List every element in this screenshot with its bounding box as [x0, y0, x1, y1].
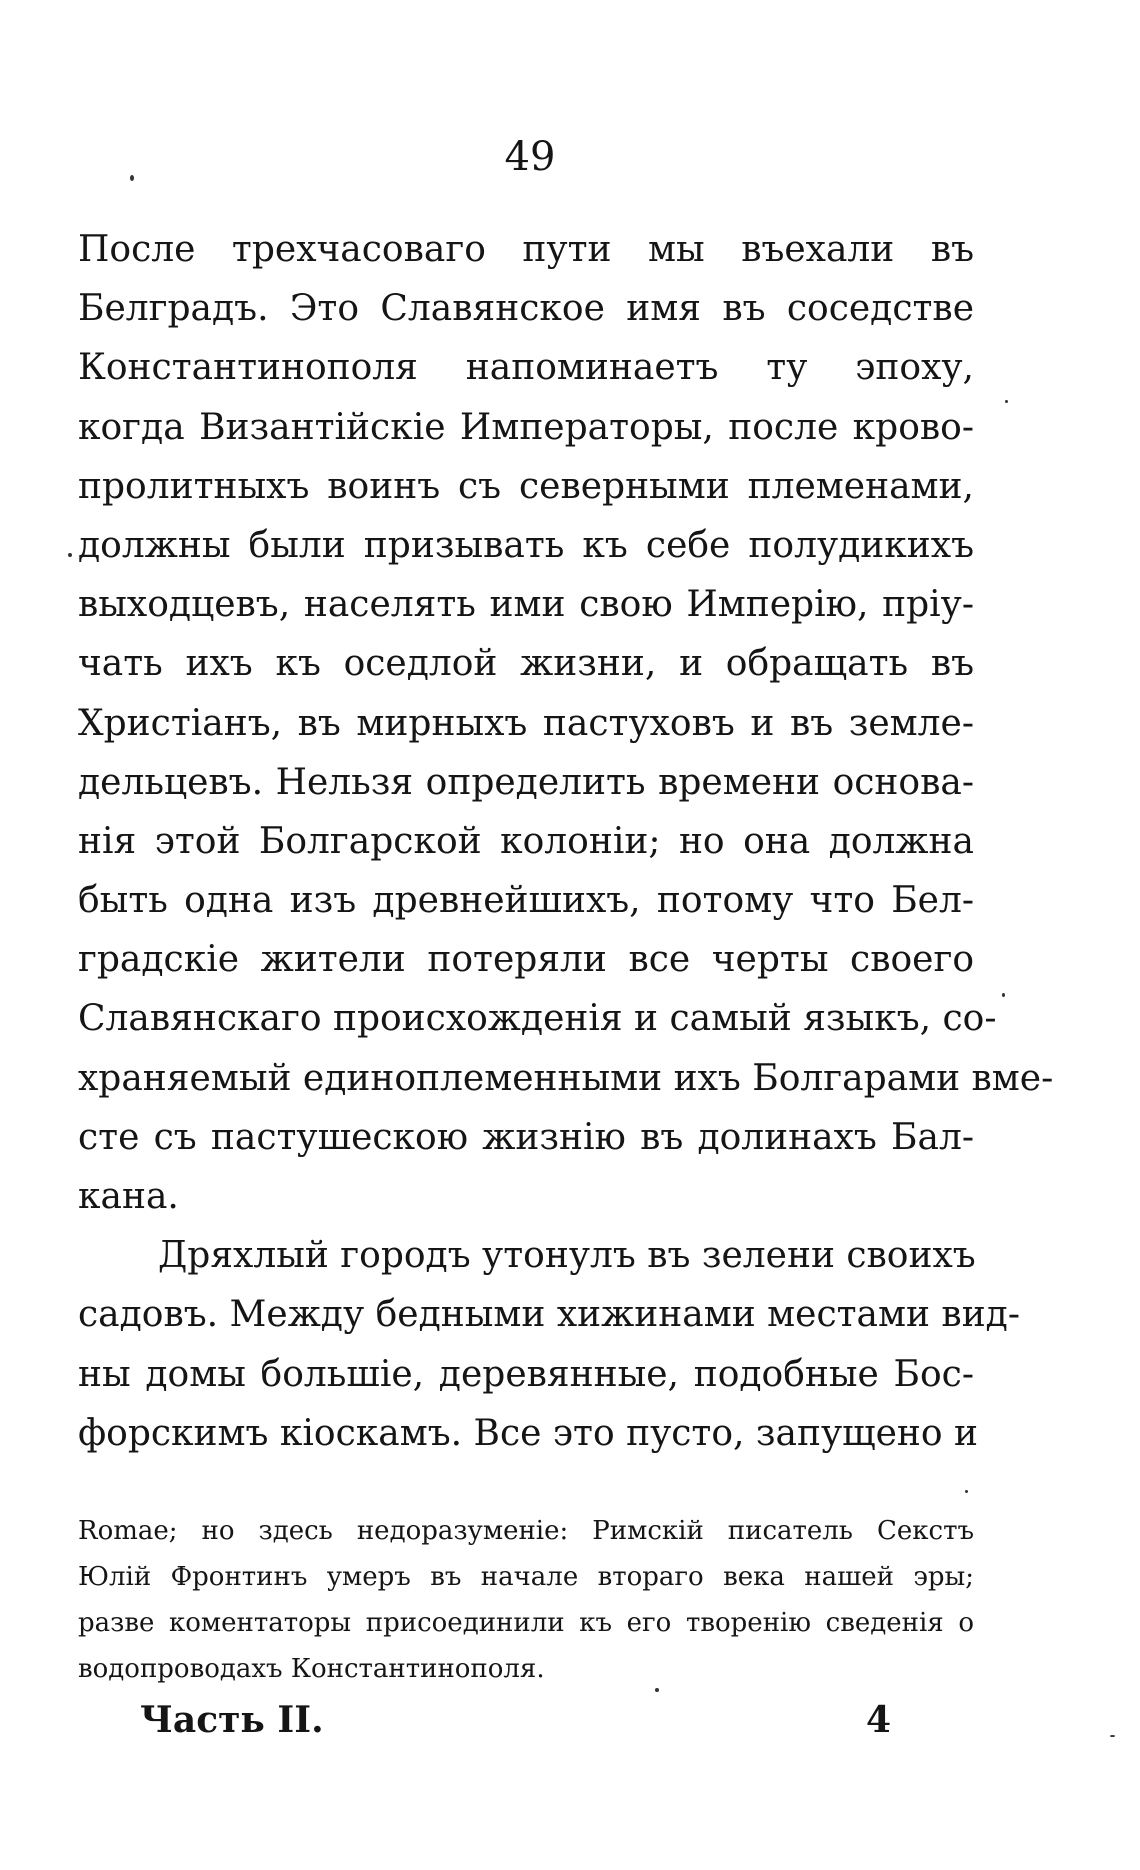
- text-line: быть одна изъ древнейшихъ, потому что Бел-: [78, 880, 974, 922]
- text-line: когда Византійскіе Императоры, после крово-: [78, 406, 974, 448]
- main-text: [78, 220, 1054, 1463]
- text-line: выходцевъ, населять ими свою Имперію, пріу-: [78, 584, 974, 626]
- footnote: [78, 1508, 974, 1692]
- sheet-number: 4: [866, 1699, 892, 1741]
- scan-speck: [1005, 400, 1008, 403]
- text-line: дельцевъ. Нельзя определить времени основа-: [78, 761, 974, 803]
- text-line: нія этой Болгарской колоніи; но она должна: [78, 820, 974, 862]
- text-line: сте съ пастушескою жизнію въ долинахъ Бал-: [78, 1116, 974, 1158]
- text-line: Дряхлый городъ утонулъ въ зелени своихъ: [158, 1235, 976, 1277]
- text-line: Константинополя напоминаетъ ту эпоху,: [78, 347, 974, 389]
- text-line: садовъ. Между бедными хижинами местами вид-: [78, 1294, 1021, 1336]
- scan-speck: [1002, 993, 1005, 997]
- text-line: должны были призывать къ себе полудикихъ: [78, 524, 974, 566]
- footnote-line: Юлій Фронтинъ умеръ въ начале втораго века нашей эры;: [78, 1562, 974, 1592]
- scan-speck: [655, 1688, 659, 1692]
- text-line: ны домы большіе, деревянные, подобные Бос-: [78, 1353, 974, 1395]
- scan-speck: [130, 175, 134, 181]
- text-line: форскимъ кіоскамъ. Все это пусто, запущено и: [78, 1412, 979, 1454]
- scan-speck: [68, 553, 72, 557]
- page-number: 49: [504, 134, 556, 180]
- text-line: Белградъ. Это Славянское имя въ соседстве: [78, 288, 974, 330]
- footnote-line: разве коментаторы присоединили къ его творенію сведенія о: [78, 1608, 974, 1638]
- scan-speck: [965, 1490, 968, 1493]
- text-line: кана.: [78, 1176, 179, 1217]
- text-line: Славянскаго происхожденія и самый языкъ, со-: [78, 998, 997, 1040]
- text-line: чать ихъ къ оседлой жизни, и обращать въ: [78, 643, 974, 685]
- signature-mark: Часть II.: [140, 1699, 324, 1741]
- text-line: градскіе жители потеряли все черты своего: [78, 939, 974, 981]
- text-line: После трехчасоваго пути мы въехали въ: [78, 229, 974, 270]
- text-line: храняемый единоплеменными ихъ Болгарами вме-: [78, 1057, 1054, 1099]
- text-line: пролитныхъ воинъ съ северными племенами,: [78, 465, 974, 507]
- footnote-line: Romae; но здесь недоразуменіе: Римскій писатель Секстъ: [78, 1516, 974, 1546]
- text-line: Христіанъ, въ мирныхъ пастуховъ и въ земле-: [78, 702, 974, 744]
- footnote-line: водопроводахъ Константинополя.: [78, 1654, 545, 1684]
- scan-speck: [1110, 1735, 1115, 1737]
